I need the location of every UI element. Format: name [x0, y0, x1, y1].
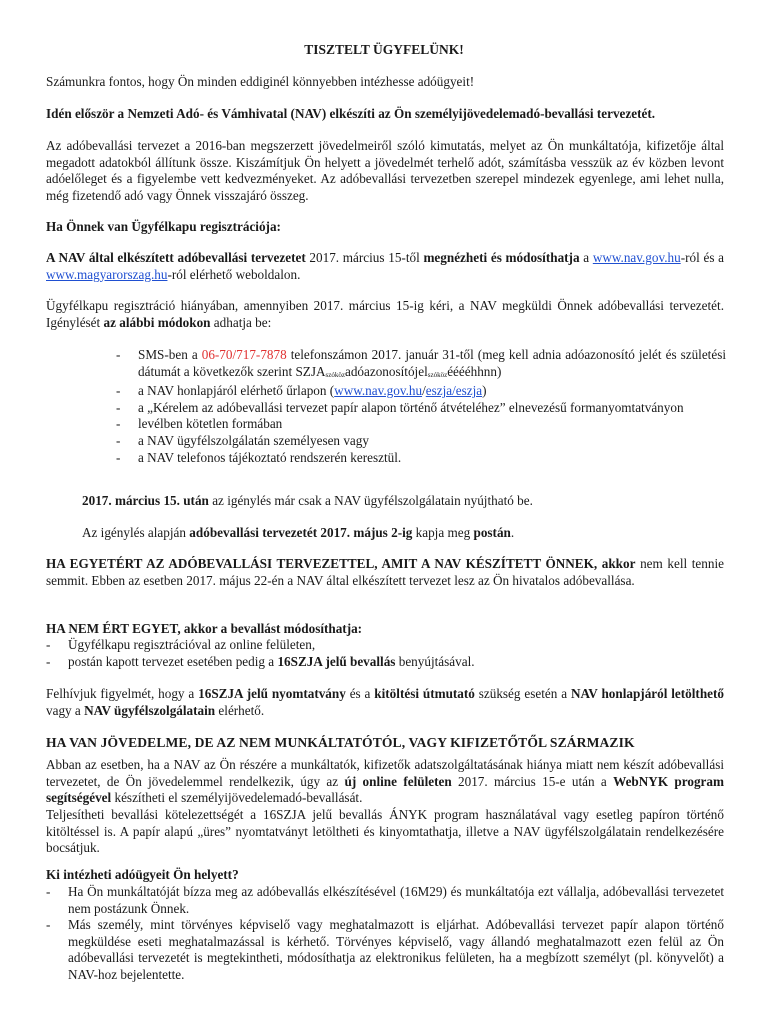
text: és a: [345, 686, 375, 701]
text: SMS-ben a: [138, 347, 202, 362]
list-item-paper-form: [116, 400, 726, 417]
text: postán kapott tervezet esetében pedig a: [68, 653, 278, 669]
text: levélben kötetlen formában: [138, 416, 283, 432]
paragraph-after-date: [82, 493, 726, 510]
who-list: [46, 884, 724, 984]
list-item-online: [46, 637, 724, 654]
headline: Idén először a Nemzeti Adó- és Vámhivatal (NAV) elkészíti az Ön személyijövedelemadó-bevallási tervezetét.: [46, 106, 656, 121]
emph-text: 16SZJA jelű nyomtatvány: [198, 686, 346, 701]
emph-text: kitöltési útmutató: [374, 686, 475, 701]
text: az igénylés már csak a NAV ügyfélszolgálatain nyújtható be.: [208, 493, 533, 508]
list-item-16szja: [46, 654, 724, 671]
text: Abban az esetben, ha a NAV az Ön részére a munkáltatók, kifizetők adatszolgáltatásának hiánya miatt nem készít adóbevallási tervezetet, de Ön jövedelemmel rendelkezik, úgy az: [46, 757, 724, 789]
paragraph-receive: [82, 525, 726, 542]
emph-text: 16SZJA jelű bevallás: [277, 653, 396, 669]
text: Ügyfélkapu regisztrációval az online felületen,: [68, 637, 316, 652]
request-methods-list: [116, 347, 726, 466]
text: vagy a: [46, 702, 85, 718]
text: kapja meg: [412, 525, 474, 540]
heading-who: Ki intézheti adóügyeit Ön helyett?: [46, 867, 239, 882]
list-item-office: [116, 433, 726, 450]
bullet-dash: -: [46, 884, 51, 899]
text: /: [422, 383, 426, 399]
nav-link[interactable]: www.nav.gov.hu: [334, 383, 423, 399]
emph-text: WebNYK program segítségével: [46, 773, 724, 806]
text: a: [579, 250, 593, 265]
text: -ról és a: [680, 250, 724, 265]
emph-text: adóbevallási tervezetét 2017. május 2-ig: [189, 525, 413, 540]
text: -ról elérhető weboldalon.: [167, 266, 301, 282]
list-item-sms: [116, 347, 726, 383]
text: telefonszámon 2017. január 31-től (meg kell adnia adóazonosító jelét és születési dátumát a következők szerint SZJA: [138, 347, 726, 379]
text: Ügyfélkapu regisztráció hiányában, amennyiben 2017. március 15-ig kéri, a NAV megküldi Önnek adóbevallási tervezetét. Igénylését: [46, 298, 724, 330]
text: a NAV telefonos tájékoztató rendszerén keresztül.: [138, 449, 402, 465]
bullet-dash: -: [116, 399, 121, 415]
subscript: szóköz: [325, 370, 345, 379]
text: .: [510, 525, 515, 540]
eszja-link[interactable]: eszja/eszja: [425, 383, 483, 399]
text: adóazonosítójel: [344, 363, 428, 379]
page-title: TISZTELT ÜGYFELÜNK!: [304, 42, 464, 57]
text: adhatja be:: [210, 314, 272, 330]
heading-disagree: HA NEM ÉRT EGYET, akkor a bevallást módosíthatja:: [46, 621, 363, 636]
bullet-dash: -: [46, 653, 51, 669]
text: 2017. március 15-e után a: [451, 773, 614, 789]
nav-link[interactable]: www.nav.gov.hu: [592, 250, 681, 265]
bullet-dash: -: [116, 432, 121, 448]
text: a NAV honlapjáról elérhető űrlapon (: [138, 383, 335, 399]
emph-text: NAV honlapjáról letölthető: [570, 686, 724, 701]
text: Más személy, mint törvényes képviselő vagy meghatalmazott is eljárhat. Adóbevallási tervezet papír alapon történő megküldése eseti meghatalmazással is kérhető. Törvényes képviselő, vagy állandó meghatalmazott ezen felül az Ön adóbevallási tervezetét is megtekintheti, módosíthatja az elektronikus felületen, ha a megbízott személyt (pl. könyvelőt) a NAV-hoz bejelentette.: [68, 917, 724, 982]
text: Az igénylés alapján: [82, 525, 190, 540]
text: ): [482, 383, 487, 399]
text: készítheti el személyijövedelemadó-bevallását.: [111, 790, 363, 806]
paragraph-notice: [46, 686, 724, 719]
text: nem kell tennie semmit. Ebben az esetben 2017. május 22-én a NAV által elkészített tervezet lesz az Ön hivatalos adóbevallása.: [46, 556, 724, 588]
emph-text: új online felületen: [344, 773, 452, 789]
text: Ha Ön munkáltatóját bízza meg az adóbevallás elkészítésével (16M29) és munkáltatója ezt vállalja, adóbevallási tervezetet nem postázunk Önnek.: [68, 884, 724, 916]
text: éééé​hhnn): [447, 363, 502, 379]
emph-text: megnézheti és módosíthatja: [423, 250, 580, 265]
disagree-list: [46, 637, 724, 670]
list-item-letter: [116, 416, 726, 433]
magyarorszag-link[interactable]: www.magyarorszag.hu: [46, 266, 168, 282]
bullet-dash: -: [116, 383, 121, 399]
bullet-dash: -: [46, 917, 51, 933]
bullet-dash: -: [116, 416, 121, 432]
paragraph-anyk: Teljesítheti bevallási kötelezettségét a 16SZJA jelű bevallás ÁNYK program használatával vagy esetleg papíron történő kitöltéssel is. A papír alapú „üres” nyomtatványt letöltheti és kinyomtathatja, illetve a NAV ügyfélszolgálatain rendelkezésére bocsátjuk.: [46, 807, 724, 856]
emph-text: 2017. március 15. után: [82, 493, 209, 508]
bullet-dash: -: [116, 449, 121, 465]
emph-text: A NAV által elkészített adóbevallási tervezetet: [46, 250, 306, 265]
text: szükség esetén a: [474, 686, 571, 701]
text: benyújtásával.: [395, 653, 475, 669]
text: 2017. március 15-től: [305, 250, 424, 265]
list-item-employer: [46, 884, 724, 917]
phone-number: 06-70/717-7878: [201, 347, 287, 362]
text: a „Kérelem az adóbevallási tervezet papír alapon történő átvételéhez” elnevezésű formanyomtatványon: [138, 399, 684, 415]
emph-text: HA EGYETÉRT AZ ADÓBEVALLÁSI TERVEZETTEL, AMIT A NAV KÉSZÍTETT ÖNNEK, akkor: [46, 556, 636, 571]
list-item-phone: [116, 450, 726, 467]
text: Felhívjuk figyelmét, hogy a: [46, 686, 199, 701]
list-item-web-form: [116, 383, 726, 400]
emph-text: NAV ügyfélszolgálatain: [84, 702, 216, 718]
intro-text: Számunkra fontos, hogy Ön minden eddiginél könnyebben intézhesse adóügyeit!: [46, 74, 475, 89]
text: elérhető.: [215, 702, 265, 718]
heading-ugyfelkapu: Ha Önnek van Ügyfélkapu regisztrációja:: [46, 219, 281, 234]
text: a NAV ügyfélszolgálatán személyesen vagy: [138, 432, 369, 448]
paragraph-other-income: [46, 757, 724, 807]
bullet-dash: -: [116, 347, 121, 362]
subscript: szóköz: [427, 370, 448, 379]
emph-text: az alábbi módokon: [103, 314, 211, 330]
list-item-representative: [46, 917, 724, 983]
paragraph-tervezet: Az adóbevallási tervezet a 2016-ban megszerzett jövedelmeiről szóló kimutatás, melyet az Ön munkáltatója, kifizetője által megadott adatokból állítunk össze. Kiszámítjuk Ön helyett a jövedelmét terhelő adót, számításba vesszük az év közben levont adóelőleget és a figyelembe vett kedvezményeket. Az adóbevallási tervezetben szerepel mindezek egyenlege, ami lehet nulla, még fizetendő adó vagy Önnek visszajáró összeg.: [46, 138, 724, 203]
paragraph-no-registration: [46, 298, 724, 331]
paragraph-agree: [46, 556, 724, 589]
paragraph-online-access: [46, 250, 724, 283]
bullet-dash: -: [46, 637, 51, 652]
heading-other-income: HA VAN JÖVEDELME, DE AZ NEM MUNKÁLTATÓTÓL, VAGY KIFIZETŐTŐL SZÁRMAZIK: [46, 735, 635, 750]
emph-text: postán: [473, 525, 511, 540]
